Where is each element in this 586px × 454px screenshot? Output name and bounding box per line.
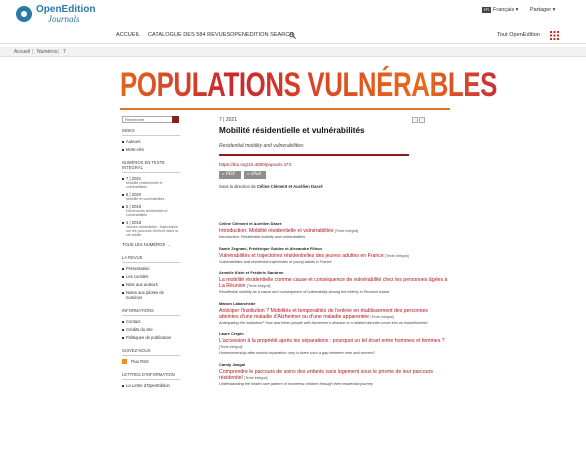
toc-article-title: Comprendre le parcours de soins des enfants sans logement sous le prisme de leur parcours résidentiel bbox=[219, 368, 433, 381]
toc-translation: Introduction. Residential mobility and vulnerabilities bbox=[219, 235, 306, 239]
all-openedition-link[interactable]: Tout OpenEdition bbox=[497, 32, 540, 38]
toc-article-title: Vulnérabilités et trajectoires résidentielles des jeunes adultes en France bbox=[219, 252, 384, 259]
sidebar-item-keywords[interactable] bbox=[122, 147, 180, 152]
sidebar-item-label: Notes aux pilotes de numéros bbox=[126, 290, 164, 300]
toc-article-link[interactable] bbox=[219, 308, 449, 320]
toc-authors[interactable]: Armelle Klein et Frédéric Sandron bbox=[219, 270, 284, 276]
toc-translation: Anticipating the institution? How and when people with Alzheimer's disease or a related disorder move into an establishment bbox=[219, 320, 428, 325]
bullet-icon bbox=[122, 292, 124, 294]
bullet-icon bbox=[122, 337, 124, 339]
bullet-icon bbox=[122, 149, 124, 151]
toc-translation: Vulnerabilities and residential trajectories of young adults in France bbox=[219, 259, 332, 264]
toc-translation: Residential mobility as a cause and consequence of vulnerability among the elderly in Reunion Island bbox=[219, 290, 390, 295]
pdf-label: PDF bbox=[225, 172, 236, 177]
bullet-icon bbox=[122, 268, 124, 270]
sidebar-item-label: Mots-clés bbox=[126, 147, 144, 152]
nav-item-home[interactable]: ACCUEIL bbox=[116, 32, 141, 38]
editors-prefix: Sous la direction de bbox=[219, 184, 256, 189]
table-of-contents bbox=[219, 221, 449, 387]
sidebar-issue-7[interactable] bbox=[122, 176, 180, 189]
toc-article-title: L'accession à la propriété après les séparations : pourquoi un tel écart entre hommes et femmes ? bbox=[219, 338, 445, 345]
sidebar-item-committees[interactable] bbox=[122, 274, 180, 279]
sidebar-item-label: Auteurs bbox=[126, 139, 141, 144]
logo-subtitle[interactable]: Journals bbox=[48, 14, 80, 24]
bullet-icon bbox=[122, 321, 124, 323]
journal-heading: LA REVUE bbox=[122, 255, 180, 263]
toc-authors[interactable]: Candy Jangal bbox=[219, 361, 246, 367]
sidebar-item-newsletter[interactable] bbox=[122, 383, 180, 388]
toc-translation: Understanding the health care pattern of homeless children through their residential journey bbox=[219, 381, 373, 386]
share-menu[interactable] bbox=[530, 7, 555, 13]
issue-label: 5 | 2019 bbox=[126, 204, 142, 209]
bullet-icon bbox=[122, 141, 124, 143]
bullet-icon bbox=[122, 222, 124, 224]
previous-issue-arrow-icon[interactable]: ‹ bbox=[412, 117, 418, 123]
sidebar-item-contact[interactable] bbox=[122, 319, 180, 324]
search-input-value: Recherche bbox=[125, 117, 145, 122]
journal-banner[interactable] bbox=[120, 64, 497, 110]
logo-title[interactable]: OpenEdition bbox=[36, 4, 96, 15]
breadcrumb-separator: | bbox=[58, 49, 60, 55]
toc-fulltext-tag: [Texte intégral] bbox=[370, 314, 394, 319]
search-icon[interactable] bbox=[289, 32, 296, 39]
sidebar-item-label: Contact bbox=[126, 319, 141, 324]
sidebar-item-label: La Lettre d'OpenEdition bbox=[126, 383, 170, 388]
sidebar-item-pilot-notes[interactable] bbox=[122, 290, 180, 300]
toc-fulltext-tag: [Texte intégral] bbox=[385, 253, 409, 258]
search-submit-button[interactable] bbox=[172, 116, 179, 123]
toc-article-link[interactable] bbox=[219, 338, 449, 350]
share-label: Partager ▾ bbox=[530, 7, 556, 13]
toc-translation: Homeownership after marital separation: why is there such a gap between men and women? bbox=[219, 351, 375, 356]
issue-divider bbox=[219, 154, 409, 156]
download-buttons bbox=[219, 171, 449, 179]
sidebar-issue-4[interactable] bbox=[122, 220, 180, 237]
sidebar-item-author-notes[interactable] bbox=[122, 282, 180, 287]
sidebar-item-label: Présentation bbox=[126, 266, 150, 271]
nav-item-catalogue[interactable]: CATALOGUE DES 584 REVUES bbox=[148, 32, 231, 38]
bullet-icon bbox=[122, 206, 124, 208]
language-icon: FR bbox=[483, 7, 490, 12]
toc-authors[interactable]: Manon Labarchède bbox=[219, 300, 256, 306]
bullet-icon bbox=[122, 385, 124, 387]
all-issues-label: TOUS LES NUMÉROS → bbox=[122, 242, 171, 247]
bullet-icon bbox=[122, 194, 124, 196]
all-issues-link[interactable] bbox=[122, 242, 180, 247]
toc-article-link[interactable] bbox=[219, 369, 449, 381]
nav-item-search[interactable]: OPENEDITION SEARCH bbox=[230, 32, 294, 38]
banner-underline bbox=[120, 108, 450, 110]
info-heading: INFORMATIONS bbox=[122, 308, 180, 316]
sidebar-item-label: Note aux auteurs bbox=[126, 282, 158, 287]
breadcrumb bbox=[0, 47, 586, 57]
journal-banner-title: POPULATIONS VULNÉRABLES bbox=[120, 66, 497, 104]
issue-label: 4 | 2018 bbox=[126, 220, 142, 225]
follow-heading: SUIVEZ-NOUS bbox=[122, 348, 180, 356]
toc-article-title: La mobilité résidentielle comme cause et conséquence de vulnérabilité chez les personnes âgées à La Réunion bbox=[219, 277, 448, 290]
toc-article-link[interactable] bbox=[219, 228, 449, 234]
pdf-download-button[interactable]: » PDF bbox=[219, 171, 241, 179]
toc-article-link[interactable] bbox=[219, 277, 449, 289]
sidebar-issue-6[interactable] bbox=[122, 192, 180, 201]
language-selector[interactable] bbox=[482, 7, 518, 13]
editors-names[interactable]: Céline Clément et Aurélien Dasré bbox=[256, 184, 323, 189]
issue-editors bbox=[219, 184, 449, 189]
issue-label: 6 | 2020 bbox=[126, 192, 142, 197]
toc-fulltext-tag: [Texte intégral] bbox=[219, 345, 243, 350]
bullet-icon bbox=[122, 276, 124, 278]
issue-title: Mobilité résidentielle et vulnérabilités bbox=[219, 126, 365, 135]
toc-article-link[interactable] bbox=[219, 253, 449, 259]
breadcrumb-home[interactable]: Accueil bbox=[14, 49, 31, 55]
sidebar bbox=[122, 116, 180, 388]
sidebar-issue-5[interactable] bbox=[122, 204, 180, 217]
toc-article-title: Introduction. Mobilité résidentielle et vulnérabilités bbox=[219, 228, 334, 234]
breadcrumb-issues[interactable]: Numéros bbox=[37, 49, 58, 55]
issue-theme: Mobilité résidentielle et vulnérabilités bbox=[126, 181, 163, 189]
top-bar bbox=[0, 0, 586, 28]
issue-theme: Dimensions territoriales et vulnérabilités bbox=[126, 209, 168, 217]
language-label: Français ▾ bbox=[493, 7, 519, 13]
toc-authors[interactable]: Céline Clément et Aurélien Dasré bbox=[219, 221, 282, 226]
sidebar-item-label: Les comités bbox=[126, 274, 149, 279]
bullet-icon bbox=[122, 284, 124, 286]
toc-article-title: Anticiper l'institution ? Mobilités et temporalités de l'entrée en établissement des personnes atteintes d'une maladie d'Alzheimer ou d'une maladie apparentée bbox=[219, 307, 429, 320]
toc-fulltext-tag: [Texte intégral] bbox=[334, 229, 359, 233]
bullet-icon bbox=[122, 329, 124, 331]
toc-fulltext-tag: [Texte intégral] bbox=[247, 284, 271, 289]
sidebar-item-label: Crédits du site bbox=[126, 327, 153, 332]
issues-heading: NUMÉROS EN TEXTE INTÉGRAL bbox=[122, 160, 180, 173]
breadcrumb-current: 7 bbox=[63, 49, 66, 55]
issue-subtitle: Residential mobility and vulnerabilities bbox=[219, 143, 304, 149]
rss-feed-link[interactable] bbox=[122, 359, 180, 364]
sidebar-item-label: Politiques de publication bbox=[126, 335, 172, 340]
sidebar-item-policies[interactable] bbox=[122, 335, 180, 340]
rss-icon bbox=[122, 359, 127, 364]
epub-label: ePub bbox=[250, 172, 262, 177]
rss-label: Flux RSS bbox=[131, 359, 149, 364]
apps-grid-icon[interactable] bbox=[550, 31, 559, 40]
sidebar-search-input[interactable] bbox=[122, 116, 178, 123]
issue-theme: Jeunes vulnérables : trajectoires sur les parcours d'entrée dans la vie adulte bbox=[126, 225, 179, 237]
toc-authors[interactable]: Samir Zegnani, Frédérique Guidez et Alexandra Filhon bbox=[219, 245, 322, 251]
sidebar-item-credits[interactable] bbox=[122, 327, 180, 332]
epub-download-button[interactable]: » ePub bbox=[244, 171, 266, 179]
issue-number: 7 | 2021 bbox=[219, 117, 237, 123]
issue-header bbox=[219, 117, 449, 189]
next-issue-arrow-icon[interactable]: › bbox=[419, 117, 425, 123]
bullet-icon bbox=[122, 178, 124, 180]
newsletter-heading: LETTRES D'INFORMATION bbox=[122, 372, 180, 380]
sidebar-item-presentation[interactable] bbox=[122, 266, 180, 271]
toc-authors[interactable]: Laure Crepin bbox=[219, 331, 244, 337]
breadcrumb-separator: | bbox=[32, 49, 34, 55]
main-nav bbox=[0, 28, 586, 44]
doi-link[interactable]: https://doi.org/10.4000/popvuln.473 bbox=[219, 162, 292, 167]
issue-label: 7 | 2021 bbox=[126, 176, 142, 181]
openedition-logo-icon[interactable] bbox=[16, 6, 32, 22]
toc-fulltext-tag: [Texte intégral] bbox=[244, 375, 268, 380]
index-heading: INDEX bbox=[122, 128, 180, 136]
issue-theme: Mobilité et vulnérabilités bbox=[126, 197, 165, 201]
sidebar-item-authors[interactable] bbox=[122, 139, 180, 144]
